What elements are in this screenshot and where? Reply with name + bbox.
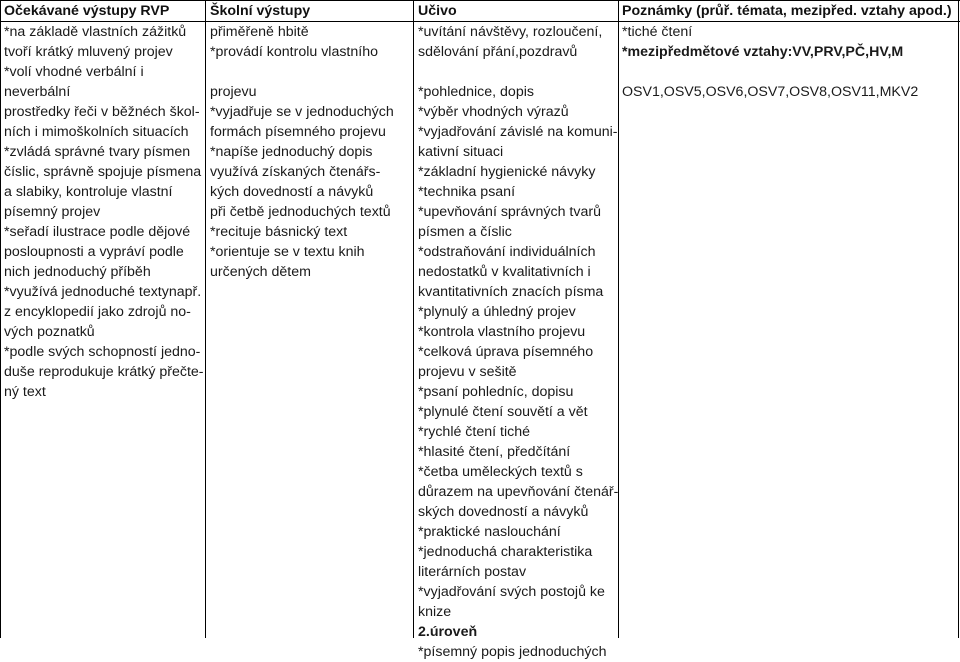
cell-line: *písemný popis jednoduchých (418, 644, 607, 660)
column-divider-2 (413, 0, 414, 638)
cell-line: *využívá jednoduché textynapř. (4, 284, 202, 300)
cell-line: *plynulý a úhledný projev (418, 304, 576, 320)
cell-line: *vyjadřování závislé na komuni- (418, 124, 618, 140)
cell-line: *psaní pohledníc, dopisu (418, 384, 574, 400)
cell-line: číslic, správně spojuje písmena (4, 164, 202, 180)
cell-line: *provádí kontrolu vlastního (210, 44, 378, 60)
header-curriculum: Učivo (418, 3, 457, 19)
cell-line: sdělování přání,pozdravů (418, 44, 578, 60)
cell-line: *praktické naslouchání (418, 524, 561, 540)
cell-line: písmen a číslic (418, 224, 512, 240)
cell-line: *kontrola vlastního projevu (418, 324, 586, 340)
header-school-outcomes: Školní výstupy (210, 3, 311, 19)
cell-line: *zvládá správné tvary písmen (4, 144, 191, 160)
cell-line: prostředky řeči v běžnéch škol- (4, 104, 200, 120)
cross-curricular-relations: *mezipředmětové vztahy:VV,PRV,PČ,HV,M (622, 44, 904, 60)
cell-line: ný text (4, 384, 46, 400)
column-divider-1 (205, 0, 206, 638)
cell-line: přiměřeně hbitě (210, 24, 309, 40)
cell-line: kvantitativních znacích písma (418, 284, 604, 300)
cell-line: *tiché čtení (622, 24, 693, 40)
cell-line: využívá získaných čtenářs- (210, 164, 381, 180)
cell-line: *pohlednice, dopis (418, 84, 534, 100)
cell-line: *orientuje se v textu knih (210, 244, 365, 260)
cell-line: knize (418, 604, 452, 620)
column-notes (622, 22, 918, 102)
cell-line: nedostatků v kvalitativních i (418, 264, 591, 280)
cell-line: *výběr vhodných výrazů (418, 104, 569, 120)
cross-curricular-themes: OSV1,OSV5,OSV6,OSV7,OSV8,OSV11,MKV2 (622, 84, 919, 100)
cell-line: *napíše jednoduchý dopis (210, 144, 373, 160)
header-notes: Poznámky (průř. témata, mezipřed. vztahy apod.) (622, 3, 952, 19)
cell-line: *vyjadřování svých postojů ke (418, 584, 605, 600)
cell-line: *volí vhodné verbální i (4, 64, 144, 80)
header-expected-outcomes: Očekávané výstupy RVP (4, 3, 170, 19)
column-curriculum (418, 22, 618, 662)
cell-line: kých dovedností a návyků (210, 184, 374, 200)
cell-line (622, 62, 918, 82)
cell-line: kativní situaci (418, 144, 504, 160)
cell-line: ních i mimoškolních situacích (4, 124, 189, 140)
cell-line: *technika psaní (418, 184, 516, 200)
cell-line: *plynulé čtení souvětí a vět (418, 404, 588, 420)
cell-line: *podle svých schopností jedno- (4, 344, 201, 360)
cell-line: projevu v sešitě (418, 364, 517, 380)
cell-line: literárních postav (418, 564, 527, 580)
column-expected-outcomes (4, 22, 204, 402)
cell-line: *hlasité čtení, předčítání (418, 444, 571, 460)
cell-line: *na základě vlastních zážitků (4, 24, 187, 40)
cell-line: *vyjadřuje se v jednoduchých (210, 104, 394, 120)
cell-line: důrazem na upevňování čtenář- (418, 484, 619, 500)
cell-line: určených dětem (210, 264, 311, 280)
column-school-outcomes (210, 22, 394, 282)
cell-line: duše reprodukuje krátký přečte- (4, 364, 204, 380)
cell-line: tvoří krátký mluvený projev (4, 44, 173, 60)
cell-line: *seřadí ilustrace podle dějové (4, 224, 191, 240)
cell-line: *základní hygienické návyky (418, 164, 596, 180)
table-border-top (0, 0, 960, 1)
cell-line: formách písemného projevu (210, 124, 386, 140)
cell-line: *celková úprava písemného (418, 344, 594, 360)
cell-line: posloupnosti a vypráví podle (4, 244, 184, 260)
cell-line: ských dovedností a návyků (418, 504, 589, 520)
cell-line (210, 62, 394, 82)
table-border-left (0, 0, 1, 638)
cell-line: *četba uměleckých textů s (418, 464, 583, 480)
cell-line (418, 62, 618, 82)
cell-line: *recituje básnický text (210, 224, 348, 240)
cell-line: nich jednoduchý příběh (4, 264, 151, 280)
cell-line: projevu (210, 84, 257, 100)
cell-line: *jednoduchá charakteristika (418, 544, 593, 560)
cell-line: a slabiky, kontroluje vlastní (4, 184, 173, 200)
cell-line: vých poznatků (4, 324, 95, 340)
cell-line: *odstraňování individuálních (418, 244, 596, 260)
cell-line: *uvítání návštěvy, rozloučení, (418, 24, 603, 40)
cell-line: neverbální (4, 84, 71, 100)
cell-line: písemný projev (4, 204, 101, 220)
cell-line: při četbě jednoduchých textů (210, 204, 391, 220)
cell-line: *rychlé čtení tiché (418, 424, 530, 440)
table-border-right (958, 0, 959, 638)
cell-line: *upevňování správných tvarů (418, 204, 601, 220)
cell-line: z encyklopedií jako zdrojů no- (4, 304, 191, 320)
level-heading: 2.úroveň (418, 624, 478, 640)
